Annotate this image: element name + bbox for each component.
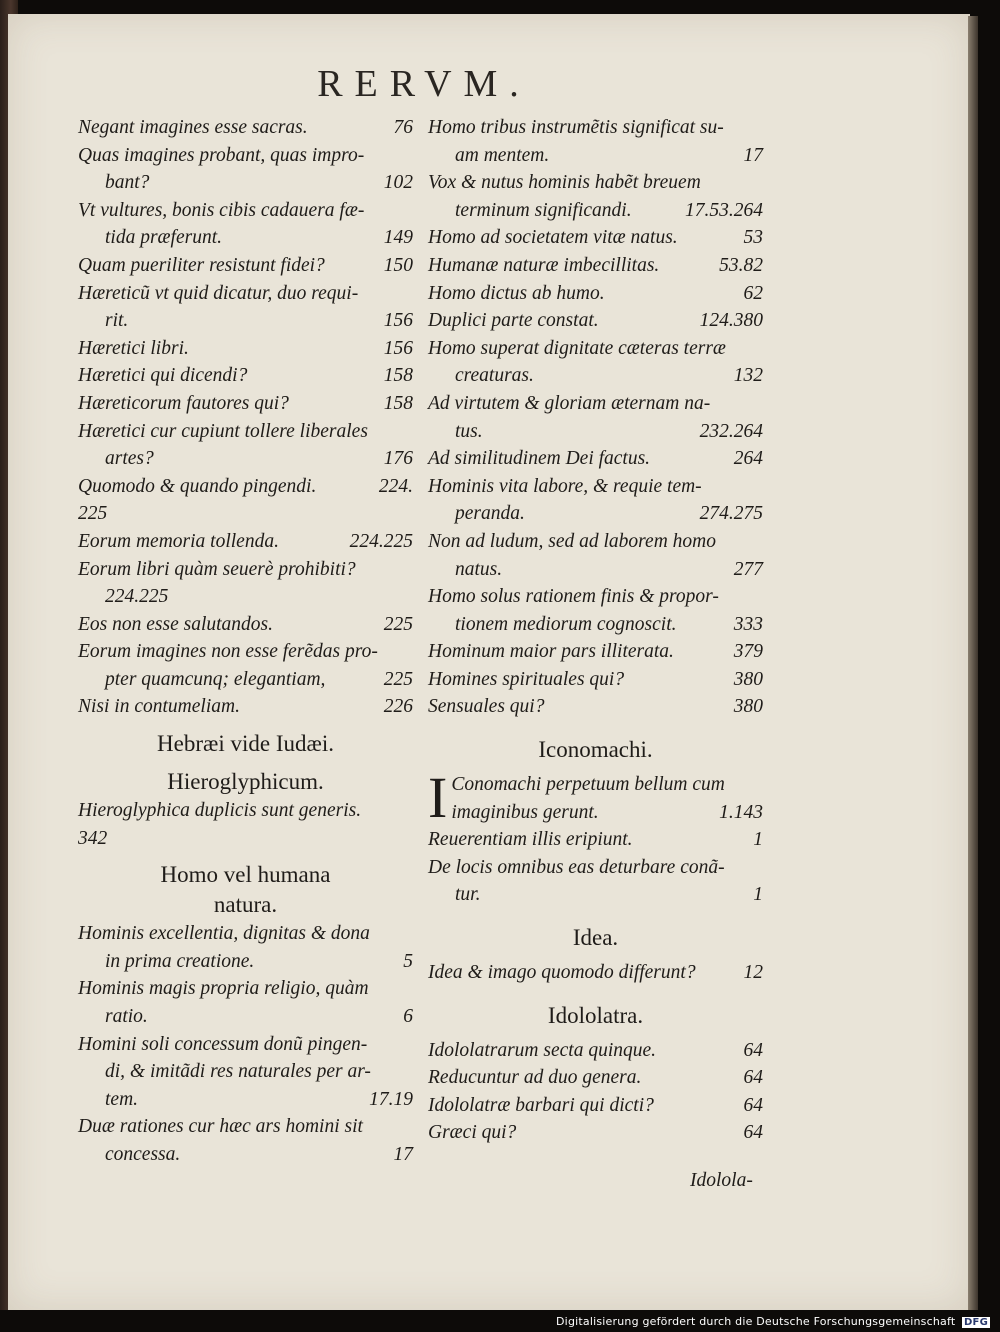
- entry-text: tur.: [455, 884, 481, 906]
- page-number: 158: [383, 365, 413, 387]
- index-line: [428, 528, 763, 556]
- entry-text: Idololatræ barbari qui dicti?: [428, 1094, 654, 1116]
- index-line: [78, 280, 413, 308]
- entry-text: Hæreticũ vt quid dicatur, duo requi-: [78, 282, 359, 304]
- index-entry: [428, 638, 763, 666]
- entry-text: Duplici parte constat.: [428, 310, 599, 332]
- index-line: [428, 114, 763, 142]
- index-line: [428, 1037, 763, 1065]
- page-number: 64: [743, 1039, 763, 1061]
- page-number: 62: [743, 282, 763, 304]
- index-line: [78, 500, 413, 528]
- index-line: [78, 307, 413, 335]
- index-entry: [428, 693, 763, 721]
- drop-initial-body: [428, 765, 763, 831]
- index-line: [428, 362, 763, 390]
- index-entry: [78, 114, 413, 142]
- entry-text: rit.: [105, 310, 129, 332]
- index-heading: Hieroglyphicum.: [167, 769, 324, 795]
- page-number: 17.19: [369, 1088, 413, 1110]
- index-line: [428, 611, 763, 639]
- page-number: 224.225: [349, 530, 413, 552]
- entry-text: ratio.: [105, 1006, 148, 1028]
- index-line: [428, 1119, 763, 1147]
- index-line: [78, 169, 413, 197]
- entry-text: Humanæ naturæ imbecillitas.: [428, 254, 660, 276]
- index-entry: [428, 169, 763, 224]
- catchword: Idolola-: [690, 1170, 753, 1191]
- index-line: [428, 638, 763, 666]
- page-number: 156: [383, 337, 413, 359]
- entry-text: Homo solus rationem finis & propor-: [428, 586, 719, 608]
- entry-text: Eorum imagines non esse ferẽdas pro-: [78, 641, 378, 663]
- index-entry: [428, 224, 763, 252]
- index-entry: [428, 1037, 763, 1065]
- index-entry: [428, 280, 763, 308]
- index-line: [428, 854, 763, 882]
- dfg-logo: DFG: [964, 1317, 988, 1328]
- index-entry: [78, 280, 413, 335]
- index-entry: [428, 473, 763, 528]
- entry-text: Non ad ludum, sed ad laborem homo: [428, 530, 716, 552]
- page-number: 274.275: [699, 503, 763, 525]
- index-entry: [428, 1119, 763, 1147]
- entry-text: Nisi in contumeliam.: [78, 696, 240, 718]
- index-entry: [78, 1113, 413, 1168]
- entry-text: 342: [78, 827, 108, 849]
- page-number: 53.82: [719, 254, 763, 276]
- entry-text: Reducuntur ad duo genera.: [428, 1067, 642, 1089]
- index-heading: natura.: [213, 892, 278, 918]
- index-line: [78, 666, 413, 694]
- entry-text: natus.: [455, 558, 503, 580]
- index-entry: [78, 556, 413, 611]
- entry-text: Ad similitudinem Dei factus.: [428, 448, 651, 470]
- page-number: 158: [383, 392, 413, 414]
- page-number: 380: [733, 696, 763, 718]
- index-line: [78, 1113, 413, 1141]
- index-line: [78, 948, 413, 976]
- page-number: 64: [743, 1067, 763, 1089]
- index-line: [78, 1031, 413, 1059]
- page-number: 53: [743, 227, 763, 249]
- index-entry-initial: [428, 765, 763, 831]
- entry-text: tus.: [455, 420, 483, 442]
- index-entry: [78, 252, 413, 280]
- index-line: [428, 666, 763, 694]
- index-line: [78, 920, 413, 948]
- entry-text: Homines spirituales qui?: [428, 668, 625, 690]
- index-entry: [78, 693, 413, 721]
- entry-text: Duæ rationes cur hæc ars homini sit: [78, 1116, 363, 1138]
- index-line: [428, 169, 763, 197]
- entry-text: Eorum memoria tollenda.: [78, 530, 279, 552]
- index-entry: [78, 418, 413, 473]
- index-entry: [78, 638, 413, 693]
- entry-text: Hominis vita labore, & requie tem-: [428, 475, 702, 497]
- index-line: [78, 1086, 413, 1114]
- index-line: [78, 583, 413, 611]
- index-entry: [428, 114, 763, 169]
- page-number: 225: [383, 613, 413, 635]
- page-number: 76: [393, 117, 413, 138]
- index-line: [428, 473, 763, 501]
- entry-text: pter quamcunq; elegantiam,: [105, 668, 326, 690]
- index-line: [78, 224, 413, 252]
- entry-text: Homo dictus ab humo.: [428, 282, 605, 304]
- index-entry: [78, 528, 413, 556]
- index-column-right: [428, 114, 763, 1147]
- index-line: [428, 252, 763, 280]
- index-heading: Homo vel humana: [160, 862, 331, 888]
- index-line: [78, 445, 413, 473]
- index-line: [428, 390, 763, 418]
- index-entry: [428, 583, 763, 638]
- index-entry: [78, 975, 413, 1030]
- entry-text: Idea & imago quomodo differunt?: [428, 962, 696, 984]
- drop-initial: I: [428, 765, 448, 831]
- funding-footer: [556, 1315, 990, 1328]
- entry-text: 225: [78, 503, 108, 525]
- page-number: 1: [753, 829, 763, 851]
- index-line: [78, 693, 413, 721]
- page-number: 225: [383, 668, 413, 690]
- page-number: 124.380: [699, 310, 763, 332]
- page-number: 1.143: [719, 801, 763, 823]
- page-number: 17.53.264: [685, 199, 763, 221]
- index-column-left: [78, 114, 413, 1169]
- index-line: [78, 825, 413, 853]
- entry-text: bant?: [105, 172, 150, 194]
- index-heading: Idololatra.: [547, 1002, 644, 1028]
- index-line: [428, 307, 763, 335]
- entry-text: Homo superat dignitate cæteras terræ: [428, 337, 726, 359]
- index-entry: [428, 528, 763, 583]
- page-number: 277: [733, 558, 763, 580]
- index-line: [78, 197, 413, 225]
- index-line: [78, 611, 413, 639]
- index-line: [428, 826, 763, 854]
- index-line: [78, 142, 413, 170]
- index-line: [78, 390, 413, 418]
- page-number: 102: [383, 172, 413, 194]
- entry-text: Eos non esse salutandos.: [78, 613, 273, 635]
- page-number: 226: [383, 696, 413, 718]
- index-line: [78, 528, 413, 556]
- index-line: [78, 638, 413, 666]
- index-entry: [78, 1031, 413, 1114]
- page-number: 149: [383, 227, 413, 249]
- entry-text: tionem mediorum cognoscit.: [455, 613, 677, 635]
- index-line: [428, 1092, 763, 1120]
- index-line: [428, 445, 763, 473]
- index-entry: [428, 307, 763, 335]
- entry-text: Quomodo & quando pingendi.: [78, 475, 317, 497]
- index-line: [451, 771, 763, 799]
- entry-text: Hæretici libri.: [78, 337, 189, 359]
- entry-text: Hieroglyphica duplicis sunt generis.: [78, 800, 362, 822]
- index-line: [428, 335, 763, 363]
- index-heading: Idea.: [572, 925, 619, 951]
- index-entry: [78, 473, 413, 528]
- index-line: [78, 114, 413, 142]
- index-line: [428, 280, 763, 308]
- entry-text: Græci qui?: [428, 1122, 517, 1144]
- entry-text: tida præferunt.: [105, 227, 223, 249]
- entry-text: Idololatrarum secta quinque.: [428, 1039, 657, 1061]
- entry-text: Hominis magis propria religio, quàm: [78, 978, 369, 1000]
- index-line: [428, 142, 763, 170]
- index-line: [428, 881, 763, 909]
- entry-text: creaturas.: [455, 365, 534, 387]
- running-head: RERVM.: [317, 63, 531, 105]
- index-entry: [428, 1092, 763, 1120]
- page-number: 64: [743, 1122, 763, 1144]
- index-line: [78, 335, 413, 363]
- index-line: [78, 362, 413, 390]
- page-number: 12: [743, 962, 763, 984]
- index-line: [78, 252, 413, 280]
- page-number: 6: [403, 1006, 413, 1028]
- index-entry: [428, 1064, 763, 1092]
- index-entry: [428, 445, 763, 473]
- page-number: 156: [383, 310, 413, 332]
- entry-text: Hæreticorum fautores qui?: [78, 392, 289, 414]
- page-number: 232.264: [699, 420, 763, 442]
- entry-text: imaginibus gerunt.: [451, 801, 599, 823]
- page-number: 17: [393, 1144, 413, 1165]
- entry-text: peranda.: [455, 503, 525, 525]
- entry-text: Hæretici qui dicendi?: [78, 365, 248, 387]
- entry-text: Sensuales qui?: [428, 696, 545, 718]
- index-entry: [78, 797, 413, 852]
- entry-text: Ad virtutem & gloriam æternam na-: [428, 392, 711, 414]
- index-line: [428, 556, 763, 584]
- index-line: [78, 556, 413, 584]
- index-line: [78, 797, 413, 825]
- index-entry: [428, 666, 763, 694]
- index-entry: [78, 390, 413, 418]
- index-entry: [428, 854, 763, 909]
- index-line: [428, 583, 763, 611]
- page-number: 264: [733, 448, 763, 470]
- entry-text: Hæretici cur cupiunt tollere liberales: [78, 420, 368, 442]
- page-number: 132: [733, 365, 763, 387]
- entry-text: artes?: [105, 448, 154, 470]
- index-entry: [428, 335, 763, 390]
- page-number: 17: [743, 144, 763, 166]
- entry-text: 224.225: [105, 586, 169, 608]
- entry-text: Negant imagines esse sacras.: [78, 117, 308, 138]
- page-number: 1: [753, 884, 763, 906]
- entry-text: Eorum libri quàm seuerè prohibiti?: [78, 558, 356, 580]
- entry-text: Homo tribus instrumẽtis significat su-: [428, 117, 724, 138]
- page-number: 64: [743, 1094, 763, 1116]
- index-line: [428, 224, 763, 252]
- page-number: 224.: [378, 475, 413, 497]
- index-line: [428, 500, 763, 528]
- index-entry: [78, 335, 413, 363]
- index-entry: [78, 611, 413, 639]
- index-line: [78, 473, 413, 501]
- page-edge-shadow: [968, 16, 978, 1310]
- entry-text: tem.: [105, 1088, 139, 1110]
- index-line: [428, 693, 763, 721]
- funding-text: Digitalisierung gefördert durch die Deutsche Forschungsgemeinschaft: [556, 1315, 956, 1328]
- index-line: [428, 418, 763, 446]
- index-line: [78, 975, 413, 1003]
- index-entry: [428, 959, 763, 987]
- index-entry: [78, 362, 413, 390]
- entry-text: Vt vultures, bonis cibis cadauera fæ-: [78, 199, 365, 221]
- entry-text: concessa.: [105, 1144, 181, 1165]
- entry-text: terminum significandi.: [455, 199, 632, 221]
- entry-text: Reuerentiam illis eripiunt.: [428, 829, 633, 851]
- entry-text: Conomachi perpetuum bellum cum: [451, 774, 725, 796]
- page-number: 150: [383, 254, 413, 276]
- index-entry: [78, 142, 413, 197]
- entry-text: De locis omnibus eas deturbare conã-: [428, 856, 725, 878]
- entry-text: Quam pueriliter resistunt fidei?: [78, 254, 325, 276]
- index-line: [428, 1064, 763, 1092]
- entry-text: am mentem.: [455, 144, 550, 166]
- entry-text: Vox & nutus hominis habẽt breuem: [428, 172, 701, 194]
- index-line: [78, 418, 413, 446]
- index-heading: Iconomachi.: [538, 737, 653, 763]
- index-line: [428, 197, 763, 225]
- index-heading: Hebræi vide Iudæi.: [157, 731, 334, 757]
- page-number: 333: [733, 613, 763, 635]
- index-entry: [428, 252, 763, 280]
- index-line: [78, 1141, 413, 1169]
- index-entry: [428, 826, 763, 854]
- index-line: [428, 959, 763, 987]
- entry-text: in prima creatione.: [105, 950, 255, 972]
- entry-text: di, & imitãdi res naturales per ar-: [105, 1061, 371, 1083]
- page-number: 380: [733, 668, 763, 690]
- entry-text: Hominum maior pars illiterata.: [428, 641, 674, 663]
- entry-text: Homini soli concessum donũ pingen-: [78, 1033, 368, 1055]
- entry-text: Quas imagines probant, quas impro-: [78, 144, 365, 166]
- page-number: 379: [733, 641, 763, 663]
- index-line: [78, 1003, 413, 1031]
- index-entry: [78, 920, 413, 975]
- index-line: [451, 799, 763, 827]
- page-number: 176: [383, 448, 413, 470]
- entry-text: Homo ad societatem vitæ natus.: [428, 227, 678, 249]
- index-entry: [78, 197, 413, 252]
- page-number: 5: [403, 950, 413, 972]
- index-line: [78, 1058, 413, 1086]
- entry-text: Hominis excellentia, dignitas & dona: [78, 923, 370, 945]
- index-entry: [428, 390, 763, 445]
